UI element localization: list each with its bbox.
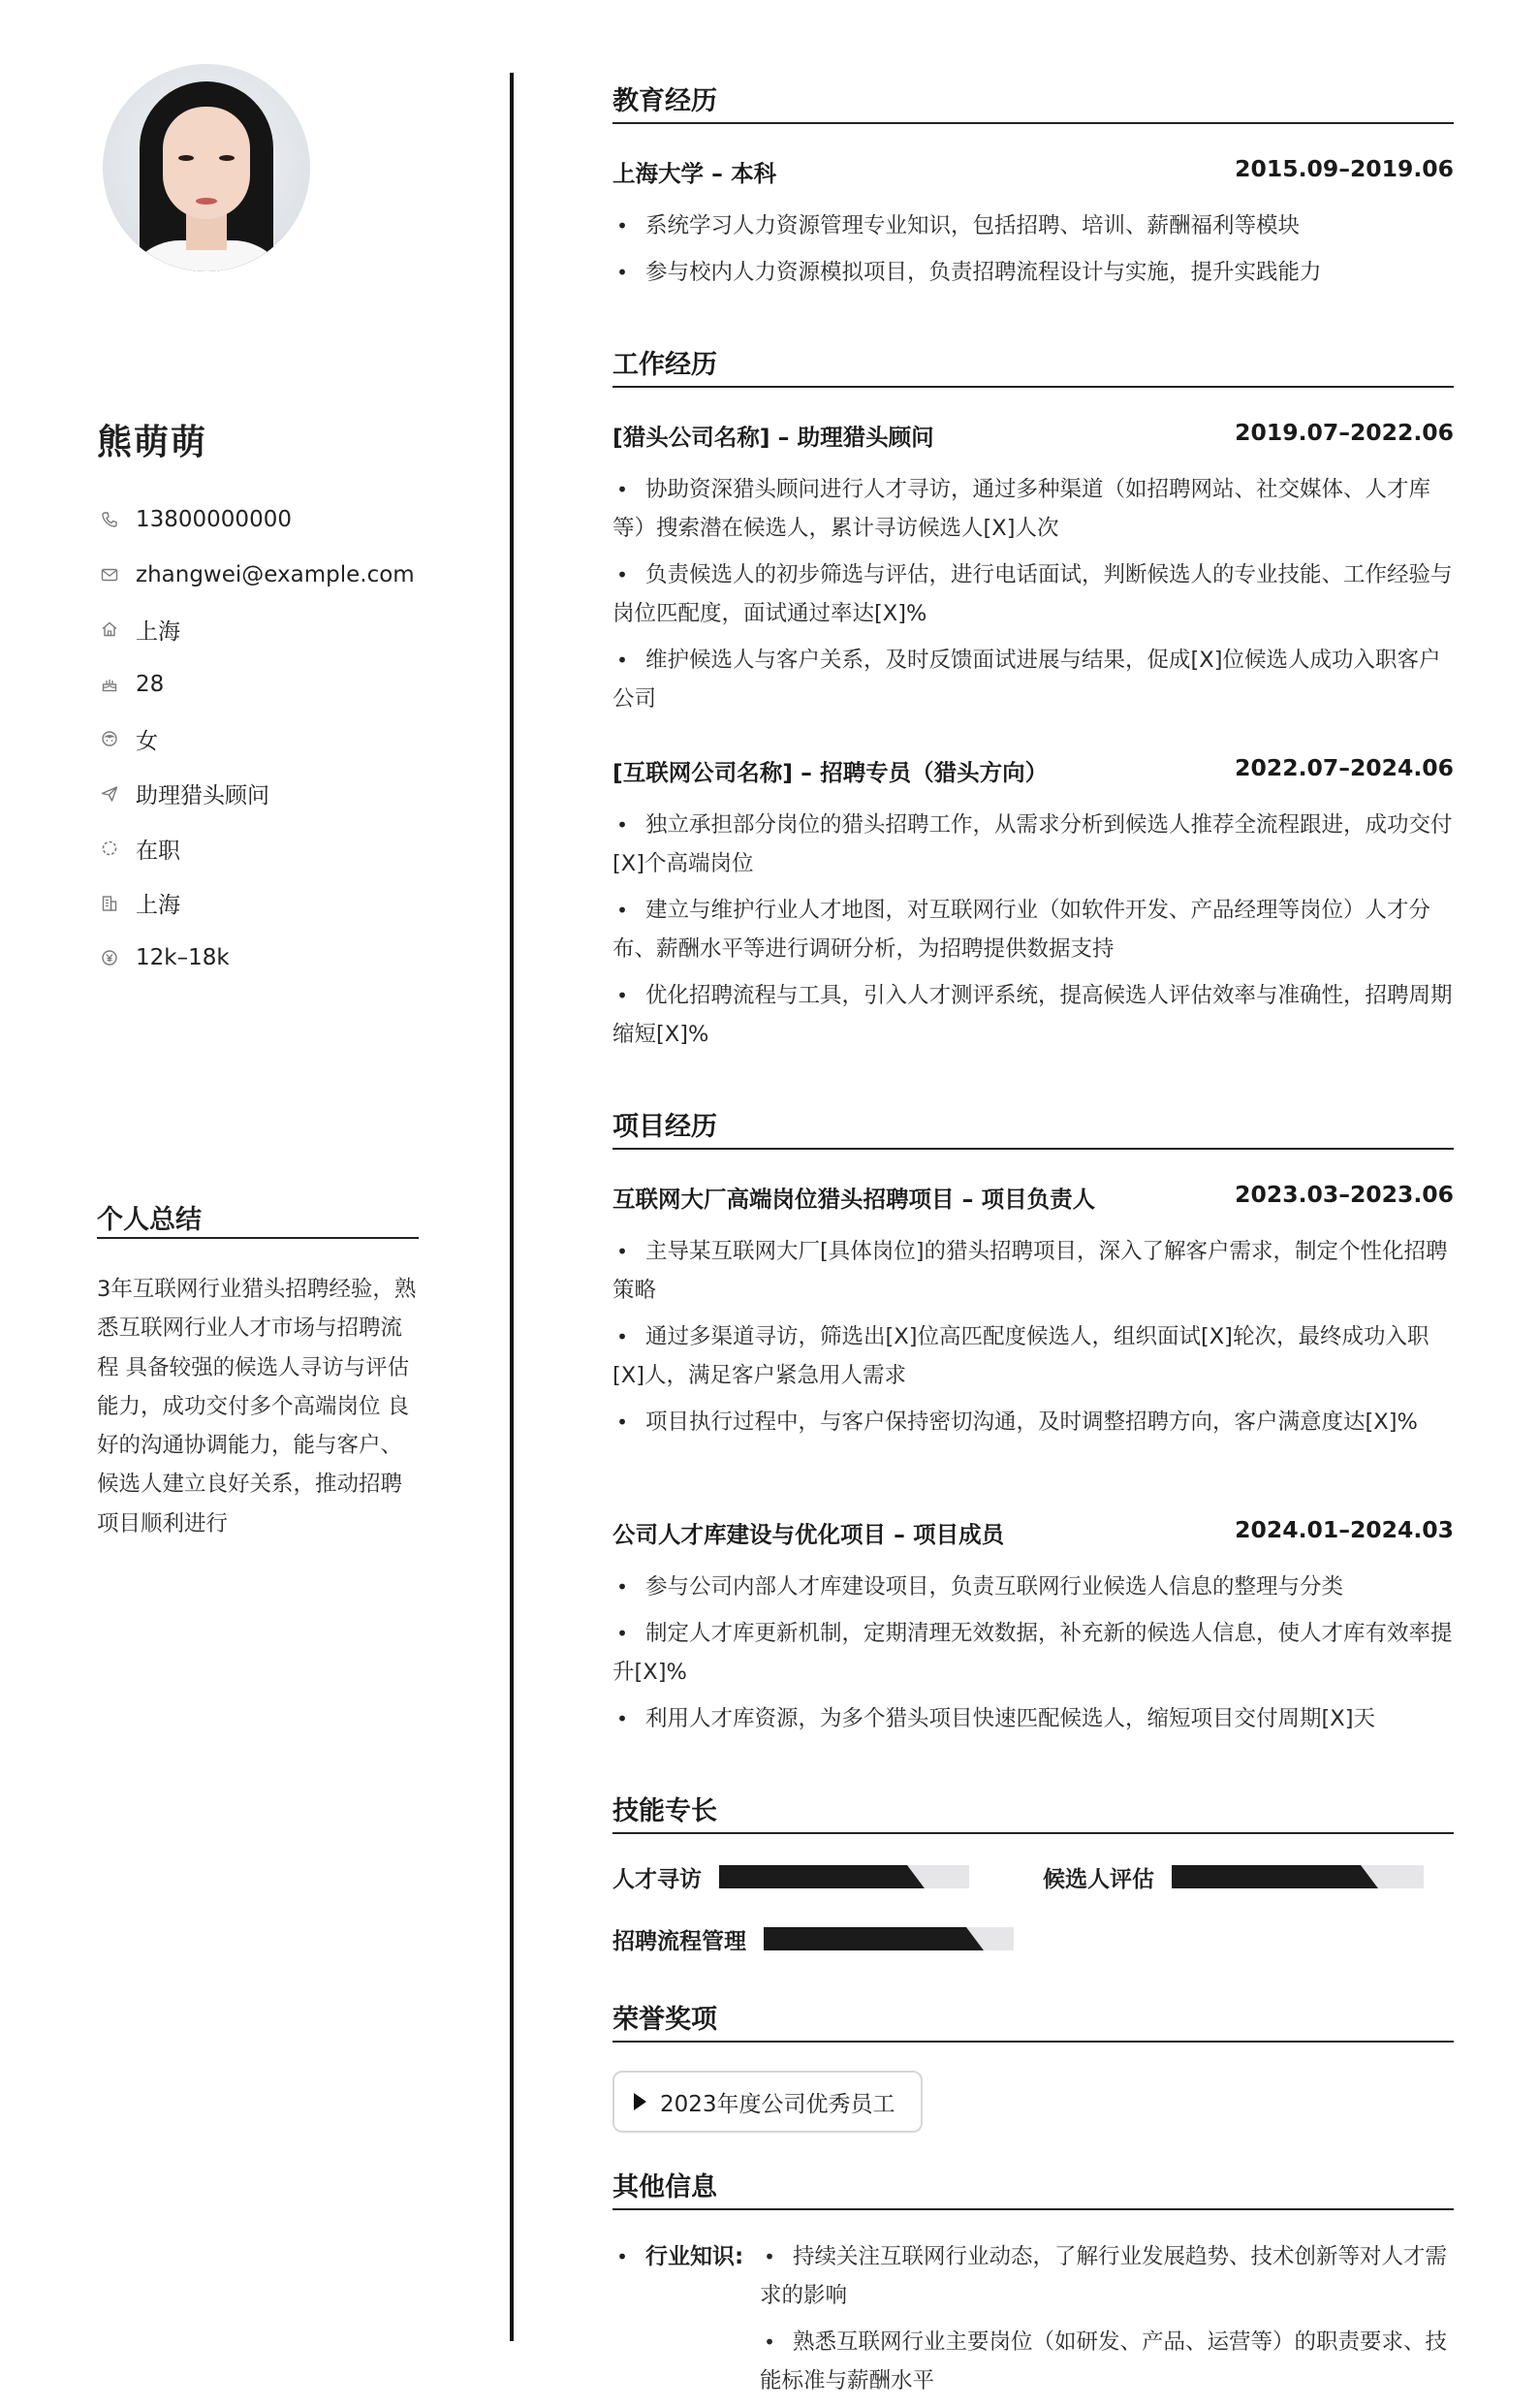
skill-bar-edge <box>966 1927 984 1950</box>
work-section <box>612 343 1454 388</box>
skill-bar <box>1172 1865 1424 1888</box>
email-text: zhangwei@example.com <box>136 561 415 587</box>
summary-divider <box>97 1237 419 1239</box>
skill-bar-edge <box>1361 1865 1378 1888</box>
honors-title: 荣誉奖项 <box>612 2005 717 2035</box>
section-rule <box>612 1832 1454 1834</box>
skill-name: 招聘流程管理 <box>612 1928 746 1954</box>
skill-bar <box>764 1927 1014 1950</box>
section-rule <box>612 386 1454 388</box>
list-item: • 独立承担部分岗位的猎头招聘工作，从需求分析到候选人推荐全流程跟进，成功交付[X]个高端岗位 <box>612 806 1454 883</box>
other-key: 行业知识: <box>645 2244 744 2269</box>
info-salary <box>97 931 415 986</box>
list-item: • 通过多渠道寻访，筛选出[X]位高匹配度候选人，组织面试[X]轮次，最终成功入职[X]人，满足客户紧急用人需求 <box>612 1317 1454 1395</box>
education-entry <box>612 155 1454 292</box>
other-values <box>760 2237 1454 2408</box>
home-icon <box>99 618 120 640</box>
list-item: • 主导某互联网大厂[具体岗位]的猎头招聘项目，深入了解客户需求，制定个性化招聘策略 <box>612 1232 1454 1310</box>
job-date: 2019.07–2022.06 <box>1235 419 1454 446</box>
skill-bar-edge <box>907 1865 925 1888</box>
section-rule <box>612 2041 1454 2043</box>
gender-text: 女 <box>136 728 158 754</box>
status-icon <box>99 838 120 859</box>
education-date: 2015.09–2019.06 <box>1235 155 1454 182</box>
list-item: • 参与公司内部人才库建设项目，负责互联网行业候选人信息的整理与分类 <box>612 1568 1454 1606</box>
salary-text: 12k–18k <box>136 945 230 971</box>
position-text: 助理猎头顾问 <box>136 783 269 809</box>
list-item: • 熟悉互联网行业主要岗位（如研发、产品、运营等）的职责要求、技能标准与薪酬水平 <box>760 2323 1454 2400</box>
avatar <box>103 64 310 271</box>
person-name: 熊萌萌 <box>97 423 208 462</box>
project-title: 互联网大厂高端岗位猎头招聘项目 – 项目负责人 <box>612 1186 1096 1213</box>
send-icon <box>99 783 120 805</box>
list-item: • 持续关注互联网行业动态，了解行业发展趋势、技术创新等对人才需求的影响 <box>760 2237 1454 2315</box>
skills-section <box>612 1790 1454 1834</box>
cake-icon <box>99 674 120 695</box>
project-entry-1 <box>612 1181 1454 1442</box>
projects-section <box>612 1105 1454 1150</box>
status-text: 在职 <box>136 838 180 864</box>
city-text: 上海 <box>136 893 180 919</box>
summary-text: 3年互联网行业猎头招聘经验，熟悉互联网行业人才市场与招聘流程 具备较强的候选人寻访与评估能力，成功交付多个高端岗位 良好的沟通协调能力，能与客户、候选人建立良好关系，推动招聘项目顺利进行 <box>97 1277 417 1537</box>
section-rule <box>612 1148 1454 1150</box>
phone-text: 13800000000 <box>136 507 292 533</box>
list-item: • 项目执行过程中，与客户保持密切沟通，及时调整招聘方向，客户满意度达[X]% <box>612 1403 1454 1442</box>
location-text: 上海 <box>136 618 180 645</box>
contact-info-list <box>97 492 415 986</box>
phone-icon <box>99 509 120 530</box>
skills-title: 技能专长 <box>612 1796 717 1826</box>
building-icon <box>99 893 120 914</box>
email-icon <box>99 564 120 586</box>
skill-name: 人才寻访 <box>612 1866 702 1892</box>
info-city <box>97 876 415 932</box>
info-location <box>97 602 415 657</box>
skill-item <box>612 1924 1014 1953</box>
skill-name: 候选人评估 <box>1043 1866 1154 1892</box>
skill-bar-fill <box>1172 1865 1378 1888</box>
column-divider <box>510 73 514 2341</box>
list-item: • 优化招聘流程与工具，引入人才测评系统，提高候选人评估效率与准确性，招聘周期缩短[X]% <box>612 976 1454 1054</box>
info-gender <box>97 712 415 767</box>
info-phone <box>97 492 415 548</box>
skill-item <box>612 1862 969 1891</box>
other-section <box>612 2166 1454 2210</box>
list-item: • 参与校内人力资源模拟项目，负责招聘流程设计与实施，提升实践能力 <box>612 253 1454 292</box>
other-title: 其他信息 <box>612 2172 717 2202</box>
info-email <box>97 548 415 603</box>
gender-icon <box>99 728 120 749</box>
bullet: • <box>616 2245 628 2268</box>
skill-bar-fill <box>719 1865 925 1888</box>
education-title: 教育经历 <box>612 86 717 116</box>
award-text: 2023年度公司优秀员工 <box>660 2091 895 2117</box>
skill-item <box>1043 1862 1424 1891</box>
school-name: 上海大学 – 本科 <box>612 160 777 187</box>
skill-bar <box>719 1865 969 1888</box>
education-section <box>612 79 1454 124</box>
award-item[interactable] <box>612 2071 923 2133</box>
skill-bar-fill <box>764 1927 984 1950</box>
job-title: [互联网公司名称] – 招聘专员（猎头方向） <box>612 759 1049 786</box>
job-entry-2 <box>612 754 1454 1054</box>
project-date: 2024.01–2024.03 <box>1235 1516 1454 1543</box>
play-icon <box>634 2093 646 2110</box>
summary-title: 个人总结 <box>97 1205 202 1235</box>
job-entry-1 <box>612 419 1454 718</box>
project-title: 公司人才库建设与优化项目 – 项目成员 <box>612 1521 1005 1548</box>
projects-title: 项目经历 <box>612 1112 717 1142</box>
section-rule <box>612 2208 1454 2210</box>
section-rule <box>612 122 1454 124</box>
project-entry-2 <box>612 1516 1454 1738</box>
list-item: • 建立与维护行业人才地图，对互联网行业（如软件开发、产品经理等岗位）人才分布、薪酬水平等进行调研分析，为招聘提供数据支持 <box>612 891 1454 968</box>
work-title: 工作经历 <box>612 350 717 380</box>
info-status <box>97 821 415 876</box>
list-item: • 制定人才库更新机制，定期清理无效数据，补充新的候选人信息，使人才库有效率提升[X]% <box>612 1614 1454 1692</box>
info-position <box>97 767 415 822</box>
info-age <box>97 657 415 713</box>
age-text: 28 <box>136 671 165 697</box>
list-item: • 系统学习人力资源管理专业知识，包括招聘、培训、薪酬福利等模块 <box>612 206 1454 245</box>
list-item: • 利用人才库资源，为多个猎头项目快速匹配候选人，缩短项目交付周期[X]天 <box>612 1699 1454 1738</box>
job-title: [猎头公司名称] – 助理猎头顾问 <box>612 424 934 451</box>
project-date: 2023.03–2023.06 <box>1235 1181 1454 1208</box>
list-item: • 维护候选人与客户关系，及时反馈面试进展与结果，促成[X]位候选人成功入职客户公司 <box>612 641 1454 718</box>
job-date: 2022.07–2024.06 <box>1235 754 1454 781</box>
salary-icon <box>99 947 120 968</box>
honors-section <box>612 1998 1454 2043</box>
list-item: • 协助资深猎头顾问进行人才寻访，通过多种渠道（如招聘网站、社交媒体、人才库等）搜索潜在候选人，累计寻访候选人[X]人次 <box>612 470 1454 548</box>
list-item: • 负责候选人的初步筛选与评估，进行电话面试，判断候选人的专业技能、工作经验与岗位匹配度，面试通过率达[X]% <box>612 555 1454 633</box>
